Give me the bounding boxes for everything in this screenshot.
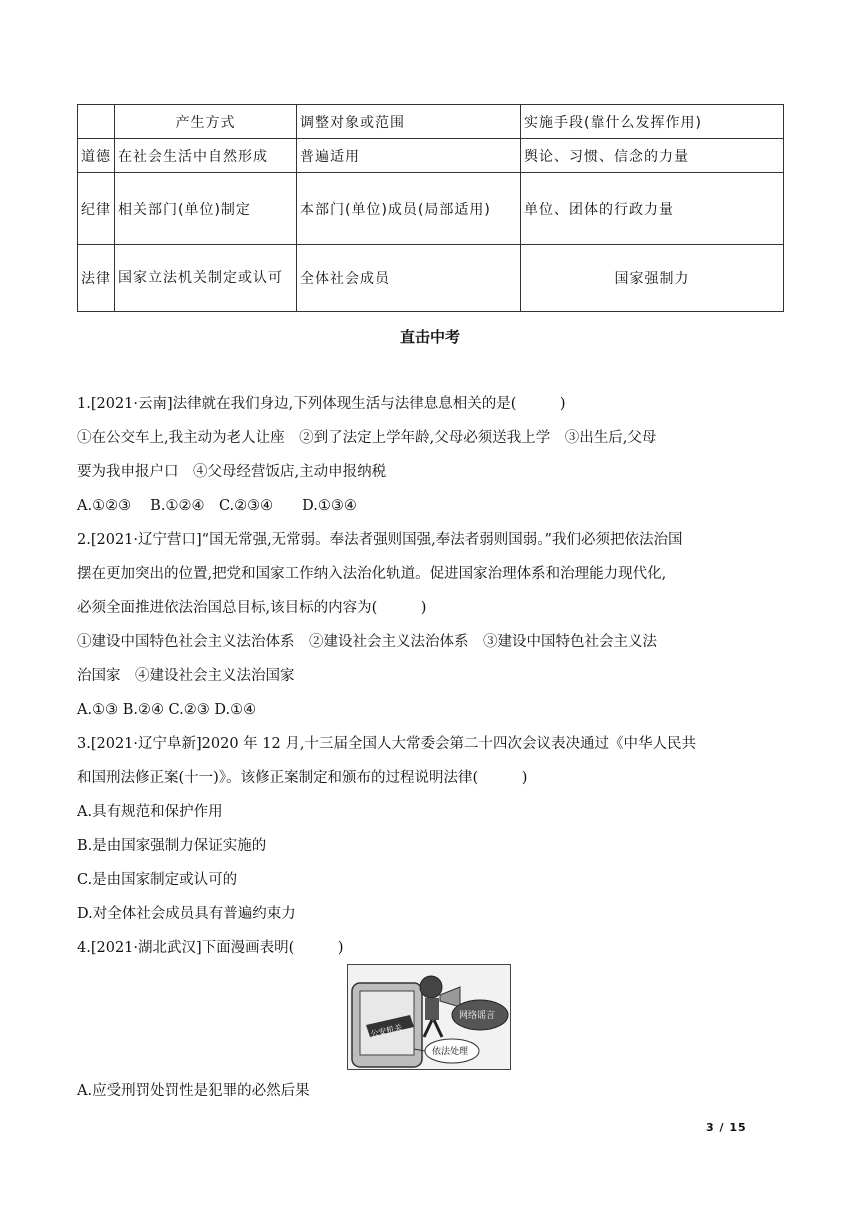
section-title: 直击中考 — [399, 328, 460, 346]
cartoon-figure — [347, 964, 511, 1070]
table-cell: 纪律 — [78, 173, 115, 245]
page-number: 3 / 15 — [706, 1121, 747, 1134]
cartoon-illustration — [348, 965, 510, 1069]
table-cell: 本部门(单位)成员(局部适用) — [297, 173, 521, 245]
table-cell: 单位、团体的行政力量 — [521, 173, 784, 245]
table-header-cell: 调整对象或范围 — [297, 105, 521, 139]
rumor-cloud-label: 网络谣言 — [459, 1011, 496, 1021]
answer-option: D.对全体社会成员具有普遍约束力 — [77, 906, 296, 922]
question-line: 治国家 ④建设社会主义法治国家 — [77, 668, 295, 684]
question-line: 摆在更加突出的位置,把党和国家工作纳入法治化轨道。促进国家治理体系和治理能力现代化, — [77, 566, 667, 582]
answer-option: A.具有规范和保护作用 — [77, 804, 223, 820]
table-cell: 全体社会成员 — [297, 245, 521, 312]
table-row — [78, 139, 784, 173]
answer-options: A.①③ B.②④ C.②③ D.①④ — [77, 702, 257, 718]
table-header-cell: 产生方式 — [115, 105, 297, 139]
question-line: ①在公交车上,我主动为老人让座 ②到了法定上学年龄,父母必须送我上学 ③出生后,父母 — [77, 430, 657, 446]
table-cell: 在社会生活中自然形成 — [115, 139, 297, 173]
question-line: 要为我申报户口 ④父母经营饭店,主动申报纳税 — [77, 464, 387, 480]
answer-options: A.①②③ B.①②④ C.②③④ D.①③④ — [77, 498, 357, 514]
table-cell: 国家立法机关制定或认可 — [115, 245, 297, 312]
table-header-row — [78, 105, 784, 139]
table-cell: 相关部门(单位)制定 — [115, 173, 297, 245]
table-header-cell: 实施手段(靠什么发挥作用) — [521, 105, 784, 139]
answer-option: B.是由国家强制力保证实施的 — [77, 838, 267, 854]
table-row — [78, 245, 784, 312]
law-bubble-label: 依法处理 — [432, 1047, 469, 1057]
question-line: 3.[2021·辽宁阜新]2020 年 12 月,十三届全国人大常委会第二十四次会议表决通过《中华人民共 — [77, 736, 696, 752]
table-row — [78, 173, 784, 245]
answer-option: C.是由国家制定或认可的 — [77, 872, 238, 888]
table-cell: 国家强制力 — [521, 245, 784, 312]
question-line: 和国刑法修正案(十一)》。该修正案制定和颁布的过程说明法律( ) — [77, 770, 528, 786]
table-cell: 普遍适用 — [297, 139, 521, 173]
question-line: 1.[2021·云南]法律就在我们身边,下列体现生活与法律息息相关的是( ) — [77, 396, 566, 412]
table-cell: 舆论、习惯、信念的力量 — [521, 139, 784, 173]
table-header-cell — [78, 105, 115, 139]
answer-option: A.应受刑罚处罚性是犯罪的必然后果 — [77, 1083, 310, 1099]
question-line: 必须全面推进依法治国总目标,该目标的内容为( ) — [77, 600, 427, 616]
table-cell: 道德 — [78, 139, 115, 173]
question-line: ①建设中国特色社会主义法治体系 ②建设社会主义法治体系 ③建设中国特色社会主义法 — [77, 634, 657, 650]
police-sign-label: 公安机关 — [369, 1022, 403, 1039]
question-line: 4.[2021·湖北武汉]下面漫画表明( ) — [77, 940, 344, 956]
table-cell: 法律 — [78, 245, 115, 312]
question-line: 2.[2021·辽宁营口]“国无常强,无常弱。奉法者强则国强,奉法者弱则国弱。”我们必须把依法治国 — [77, 532, 683, 548]
comparison-table — [77, 104, 784, 312]
